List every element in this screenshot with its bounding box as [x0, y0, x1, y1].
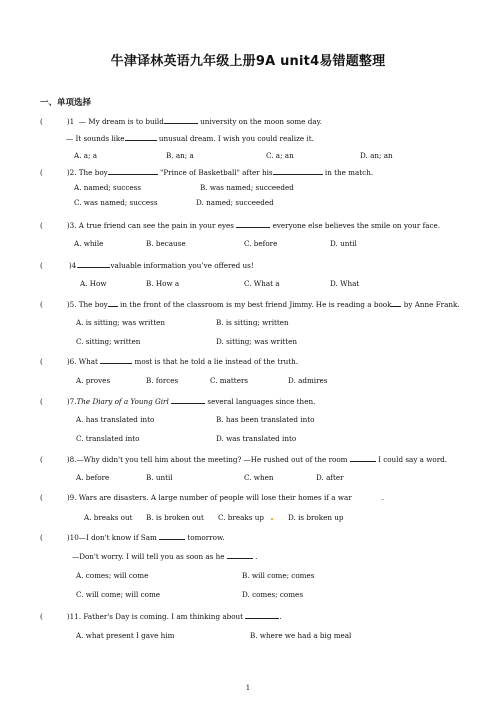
option-c: C. was named; success [74, 198, 158, 207]
option-b: B. because [146, 239, 186, 248]
question-10: ( )10—I don't know if Sam tomorrow. [40, 533, 225, 542]
question-6: ( )6. What most is that he told a lie instead of the truth. [40, 357, 299, 366]
option-d: D. What [330, 279, 360, 288]
question-5: ( )5. The boy in the front of the classroom is my best friend Jimmy. He is reading a book by Anne Frank. [40, 300, 460, 309]
option-b: B. was named; succeeded [200, 183, 294, 192]
option-d: D. was translated into [216, 434, 297, 443]
option-c: C. when [244, 473, 274, 482]
option-a: A. is sitting; was written [76, 318, 165, 327]
option-a: A. before [76, 473, 110, 482]
question-4: ( )4. valuable information you’ve offered us! [40, 261, 254, 270]
option-d: D. until [330, 239, 357, 248]
option-b: B. an; a [166, 151, 194, 160]
option-a: A. breaks out [84, 513, 133, 522]
option-c: C. will come; will come [76, 590, 161, 599]
option-b: B. is sitting; written [216, 318, 289, 327]
option-d: D. after [316, 473, 344, 482]
question-7: ( )7.The Diary of a Young Girl several languages since then. [40, 397, 316, 406]
option-c: C. before [244, 239, 278, 248]
option-a: A. what present I gave him [76, 631, 175, 640]
option-c: C. sitting; written [76, 337, 141, 346]
option-d: D. sitting; was written [216, 337, 298, 346]
option-b: B. has been translated into [216, 415, 315, 424]
question-1-reply: — It sounds like unusual dream. I wish you could realize it. [66, 134, 314, 143]
question-10-reply: —Don't worry. I will tell you as soon as he . [72, 552, 258, 561]
option-b: B. until [146, 473, 173, 482]
question-9: ( )9. Wars are disasters. A large number of people will lose their homes if a war . [40, 493, 385, 502]
option-b: B. forces [146, 376, 179, 385]
option-c: C. breaks up [218, 513, 264, 522]
option-a: A. comes; will come [76, 571, 149, 580]
question-11: ( )11. Father's Day is coming. I am thinking about . [40, 612, 282, 621]
page-number: 1 [245, 684, 251, 692]
option-d: D. is broken up [288, 513, 344, 522]
option-d: D. an; an [360, 151, 393, 160]
section-heading: 一、单项选择 [40, 98, 92, 108]
option-a: A. a; a [74, 151, 98, 160]
option-d: D. admires [288, 376, 328, 385]
question-8: ( )8.—Why didn't you tell him about the meeting? —He rushed out of the room I could say a word. [40, 455, 448, 464]
option-b: B. How a [146, 279, 180, 288]
option-a: A. named; success [74, 183, 142, 192]
option-a: A. How [80, 279, 107, 288]
question-2: ( )2. The boy "Prince of Basketball" after his in the match. [40, 168, 374, 177]
page-title: 牛津译林英语九年级上册9A unit4易错题整理 [110, 54, 386, 69]
option-c: C. translated into [76, 434, 140, 443]
option-b: B. will come; comes [242, 571, 315, 580]
option-c: C. matters [210, 376, 249, 385]
option-b: B. where we had a big meal [250, 631, 352, 640]
question-3: ( )3. A true friend can see the pain in your eyes everyone else believes the smile on your face. [40, 221, 441, 230]
option-c: C. a; an [266, 151, 294, 160]
option-c: C. What a [244, 279, 280, 288]
option-a: A. has translated into [76, 415, 155, 424]
highlight-dot [271, 518, 273, 520]
question-1: ( )1 — My dream is to build university on the moon some day. [40, 117, 322, 126]
option-a: A. proves [76, 376, 111, 385]
option-a: A. while [74, 239, 104, 248]
option-d: D. comes; comes [242, 590, 304, 599]
option-b: B. is broken out [146, 513, 204, 522]
option-d: D. named; succeeded [196, 198, 274, 207]
